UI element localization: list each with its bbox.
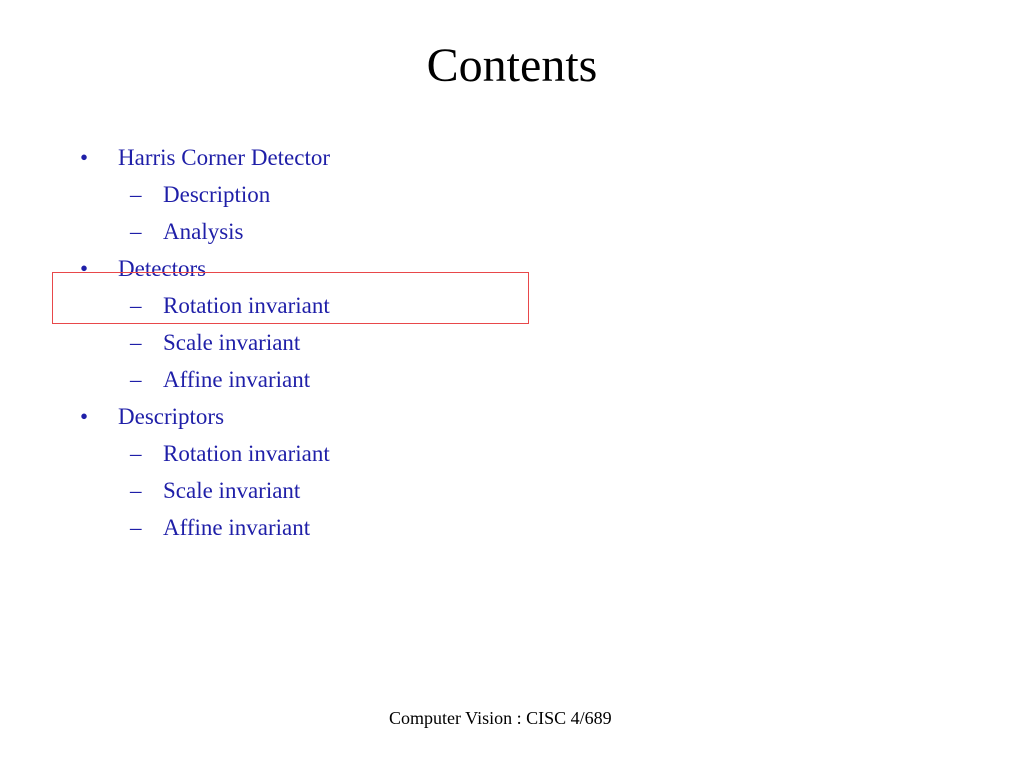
bullet-marker: • xyxy=(80,404,89,429)
sub-bullet-text: Scale invariant xyxy=(163,330,301,355)
dash-marker: – xyxy=(130,515,142,540)
bullet-marker: • xyxy=(80,145,89,170)
sub-bullet-text: Rotation invariant xyxy=(163,441,330,466)
sub-bullet-text: Rotation invariant xyxy=(163,293,330,318)
bullet-text: Detectors xyxy=(118,256,207,281)
bullet-marker: • xyxy=(80,256,89,281)
sub-bullet-text: Description xyxy=(163,182,271,207)
dash-marker: – xyxy=(130,330,142,355)
dash-marker: – xyxy=(130,182,142,207)
sub-bullet-text: Affine invariant xyxy=(163,515,311,540)
slide-title: Contents xyxy=(426,39,598,92)
sub-bullet-text: Scale invariant xyxy=(163,478,301,503)
sub-bullet-text: Affine invariant xyxy=(163,367,311,392)
dash-marker: – xyxy=(130,441,142,466)
bullet-text: Descriptors xyxy=(118,404,225,429)
footer-text: Computer Vision : CISC 4/689 xyxy=(389,708,612,728)
dash-marker: – xyxy=(130,367,142,392)
dash-marker: – xyxy=(130,293,142,318)
dash-marker: – xyxy=(130,219,142,244)
bullet-text: Harris Corner Detector xyxy=(118,145,331,170)
sub-bullet-text: Analysis xyxy=(163,219,244,244)
dash-marker: – xyxy=(130,478,142,503)
